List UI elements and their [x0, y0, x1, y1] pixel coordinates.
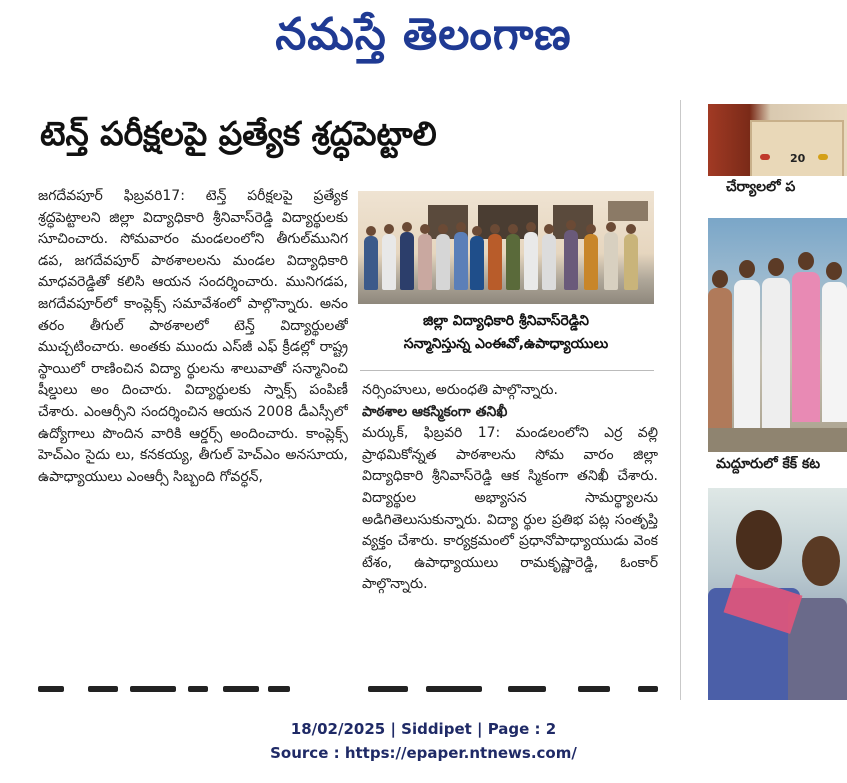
masthead-title: నమస్తే తెలంగాణ [275, 9, 572, 60]
photo-caption [358, 310, 654, 356]
footer-source-line: Source : https://epaper.ntnews.com/ [270, 744, 577, 762]
column-divider [360, 370, 654, 371]
article-headline: టెన్త్ పరీక్షలపై ప్రత్యేక శ్రద్ధపెట్టాలి [40, 114, 437, 153]
side-caption: మద్దూరులో కేక్ కట [716, 456, 821, 472]
footer-date-line: 18/02/2025 | Siddipet | Page : 2 [290, 720, 557, 738]
photo-caption-line: సన్మానిస్తున్న ఎంఈవో,ఉపాధ్యాయులు [403, 336, 609, 352]
article-subhead: పాఠశాల ఆకస్మికంగా తనిఖీ [362, 403, 508, 420]
side-caption: చేర్యాలలో ప [726, 179, 796, 195]
side-photo-portrait [708, 488, 847, 700]
next-article-cutoff [38, 686, 660, 692]
photo-caption-line: జిల్లా విద్యాధికారి శ్రీనివాస్‌రెడ్డిని [423, 313, 589, 329]
box-number: 20 [790, 152, 806, 165]
article-paragraph: మర్కుక్, ఫిబ్రవరి 17: మండలంలోని ఎర్ర వల్లి ప్రాథమికోన్నత పాఠశాలను సోమ వారం జిల్లా విద్యాధికారి శ్రీనివాస్‌రెడ్డి ఆక స్మికంగా తనిఖీ చేశారు. విద్యార్థుల అభ్యాసన సామర్థ్యాలను అడిగితెలుసుకున్నారు. విద్యా ర్థుల ప్రతిభ పట్ల సంతృప్తి వ్యక్తం చేశారు. కార్యక్రమంలో ప్రధానోపాధ్యాయుడు వెంక టేశం, ఉపాధ్యాయులు రామకృష్ణారెడ్డి, ఓంకార్ పాల్గొన్నారు. [362, 425, 658, 593]
side-photo-box [708, 104, 847, 176]
article-continuation: నర్సింహులు, అరుంధతి పాల్గొన్నారు. [362, 382, 558, 398]
article-middle-column [362, 380, 658, 680]
column-divider [680, 100, 681, 700]
article-paragraph: జగదేవపూర్ ఫిబ్రవరి17: టెన్త్ పరీక్షలపై ప్రత్యేక శ్రద్ధపెట్టాలని జిల్లా విద్యాధికారి శ్రీనివాస్‌రెడ్డి విద్యార్థులకు సూచించారు. సోమవారం మండలంలోని తీగుల్‌మునిగ డప, జగదేవపూర్ పాఠశాలలను మండల విద్యాధికారి మాధవరెడ్డితో కలిసి ఆయన సందర్శించారు. మునిగడప, జగదేవపూర్‌లో కాంప్లెక్స్ సమావేశంలో పాల్గొన్నారు. అనం తరం తీగుల్ పాఠశాలలో టెన్త్ విద్యార్థులతో ముచ్చటించారు. అంతకు ముందు ఎస్‌జీ ఎఫ్ క్రీడల్లో రాష్ట్ర స్థాయిలో రాణించిన విద్యా ర్థులను శాలువాతో సన్మానించి షీల్డులు అం దించారు. విద్యార్థులకు స్నాక్స్ పంపిణీ చేశారు. ఎంఆర్సీని సందర్శించిన ఆయన 2008 డీఎస్సీలో ఉద్యోగాలు పొందిన వారికి ఆర్డర్స్ అందించారు. కాంప్లెక్స్ హెచ్ఎం సైదు లు, కనకయ్య, తీగుల్ హెచ్ఎం అనసూయ, ఉపాధ్యాయులు ఎంఆర్సీ సిబ్బంది గోవర్ధన్, [38, 188, 348, 485]
side-photo-group [708, 218, 847, 452]
article-photo [358, 191, 654, 304]
article-left-column [38, 186, 348, 676]
